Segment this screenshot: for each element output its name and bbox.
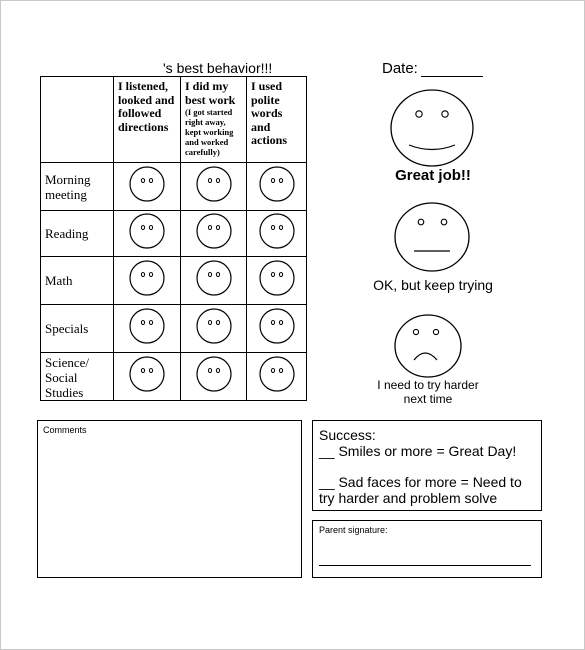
column-header-listened — [114, 77, 181, 163]
smiley-face-icon — [129, 260, 165, 296]
smiley-face-icon — [259, 166, 295, 202]
smiley-face-icon — [259, 308, 295, 344]
success-box — [312, 420, 542, 511]
face-cell — [114, 211, 181, 257]
row-label-math: Math — [41, 257, 114, 305]
column-header-listened-title: I listened, looked and followed directions — [118, 79, 175, 134]
face-cell — [181, 257, 247, 305]
smiley-face-icon — [129, 166, 165, 202]
table-row — [41, 305, 307, 353]
row-label-specials: Specials — [41, 305, 114, 353]
date-label: Date: — [382, 60, 418, 77]
behavior-table — [40, 76, 307, 401]
success-title: Success: — [319, 427, 376, 443]
smiley-face-icon — [196, 213, 232, 249]
signature-line[interactable] — [319, 565, 531, 566]
table-row — [41, 257, 307, 305]
face-cell — [181, 353, 247, 401]
smiley-face-icon — [129, 356, 165, 392]
column-header-best-work — [181, 77, 247, 163]
face-cell — [247, 305, 307, 353]
face-cell — [247, 211, 307, 257]
face-cell — [181, 211, 247, 257]
row-label-reading: Reading — [41, 211, 114, 257]
table-row — [41, 163, 307, 211]
table-header-row — [41, 77, 307, 163]
face-cell — [247, 163, 307, 211]
smiley-face-icon — [259, 260, 295, 296]
comments-box[interactable] — [37, 420, 302, 578]
parent-signature-box — [312, 520, 542, 578]
face-cell — [181, 305, 247, 353]
try-harder-caption: I need to try harder next time — [377, 378, 479, 406]
keep-trying-caption: OK, but keep trying — [373, 277, 493, 293]
table-row — [41, 353, 307, 401]
neutral-face-icon — [393, 201, 471, 273]
parent-signature-label: Parent signature: — [319, 525, 388, 535]
face-cell — [114, 257, 181, 305]
smiley-face-icon — [129, 308, 165, 344]
smiley-face-icon — [129, 213, 165, 249]
smiley-face-icon — [196, 260, 232, 296]
sad-face-icon — [393, 313, 463, 379]
face-cell — [247, 353, 307, 401]
smiley-face-icon — [196, 308, 232, 344]
face-cell — [181, 163, 247, 211]
table-row — [41, 211, 307, 257]
smiley-face-icon — [196, 166, 232, 202]
comments-label: Comments — [43, 425, 87, 435]
success-line-sad-faces: __ Sad faces for more = Need to try harder and problem solve — [319, 474, 522, 506]
row-label-science-social-studies: Science/ Social Studies — [41, 353, 114, 401]
corner-cell — [41, 77, 114, 163]
face-cell — [247, 257, 307, 305]
chart-title: 's best behavior!!! — [163, 60, 273, 76]
row-label-morning-meeting: Morning meeting — [41, 163, 114, 211]
success-line-smiles: __ Smiles or more = Great Day! — [319, 443, 517, 459]
column-header-polite — [247, 77, 307, 163]
smiley-face-icon — [259, 356, 295, 392]
smiley-face-icon — [259, 213, 295, 249]
date-blank-line — [421, 76, 483, 77]
face-cell — [114, 305, 181, 353]
great-job-caption: Great job!! — [395, 167, 471, 184]
face-cell — [114, 163, 181, 211]
column-header-best-work-note: (I got started right away, kept working and worked carefully) — [185, 107, 234, 157]
smiley-face-icon — [196, 356, 232, 392]
column-header-best-work-title: I did my best work — [185, 79, 236, 107]
face-cell — [114, 353, 181, 401]
column-header-polite-title: I used polite words and actions — [251, 79, 287, 147]
happy-face-icon — [389, 88, 475, 168]
